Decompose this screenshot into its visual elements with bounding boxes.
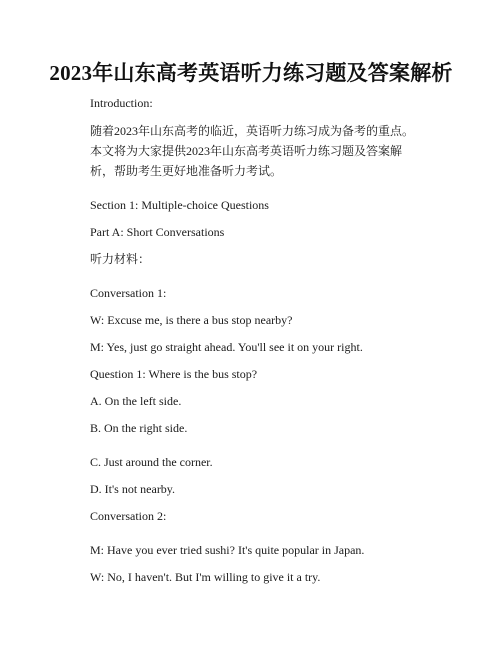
conversation-1-label: Conversation 1: (90, 286, 167, 300)
section-heading: Section 1: Multiple-choice Questions (90, 198, 269, 212)
intro-paragraph: 随着2023年山东高考的临近，英语听力练习成为备考的重点。本文将为大家提供2023年山东高考英语听力练习题及答案解析，帮助考生更好地准备听力考试。 (90, 124, 415, 178)
question-1-option-a: A. On the left side. (90, 394, 182, 408)
conversation-2-line-2: W: No, I haven't. But I'm willing to give it a try. (90, 570, 321, 584)
document-title: 2023年山东高考英语听力练习题及答案解析 (49, 61, 453, 85)
part-heading: Part A: Short Conversations (90, 225, 225, 239)
conversation-2-label: Conversation 2: (90, 509, 167, 523)
materials-label: 听力材料： (90, 252, 151, 266)
intro-heading: Introduction: (90, 96, 153, 110)
question-1-option-c: C. Just around the corner. (90, 455, 213, 469)
conversation-2-line-1: M: Have you ever tried sushi? It's quite popular in Japan. (90, 543, 365, 557)
conversation-1-line-1: W: Excuse me, is there a bus stop nearby? (90, 313, 293, 327)
question-1-option-b: B. On the right side. (90, 421, 188, 435)
question-1-option-d: D. It's not nearby. (90, 482, 176, 496)
conversation-1-line-2: M: Yes, just go straight ahead. You'll see it on your right. (90, 340, 363, 354)
question-1: Question 1: Where is the bus stop? (90, 367, 258, 381)
